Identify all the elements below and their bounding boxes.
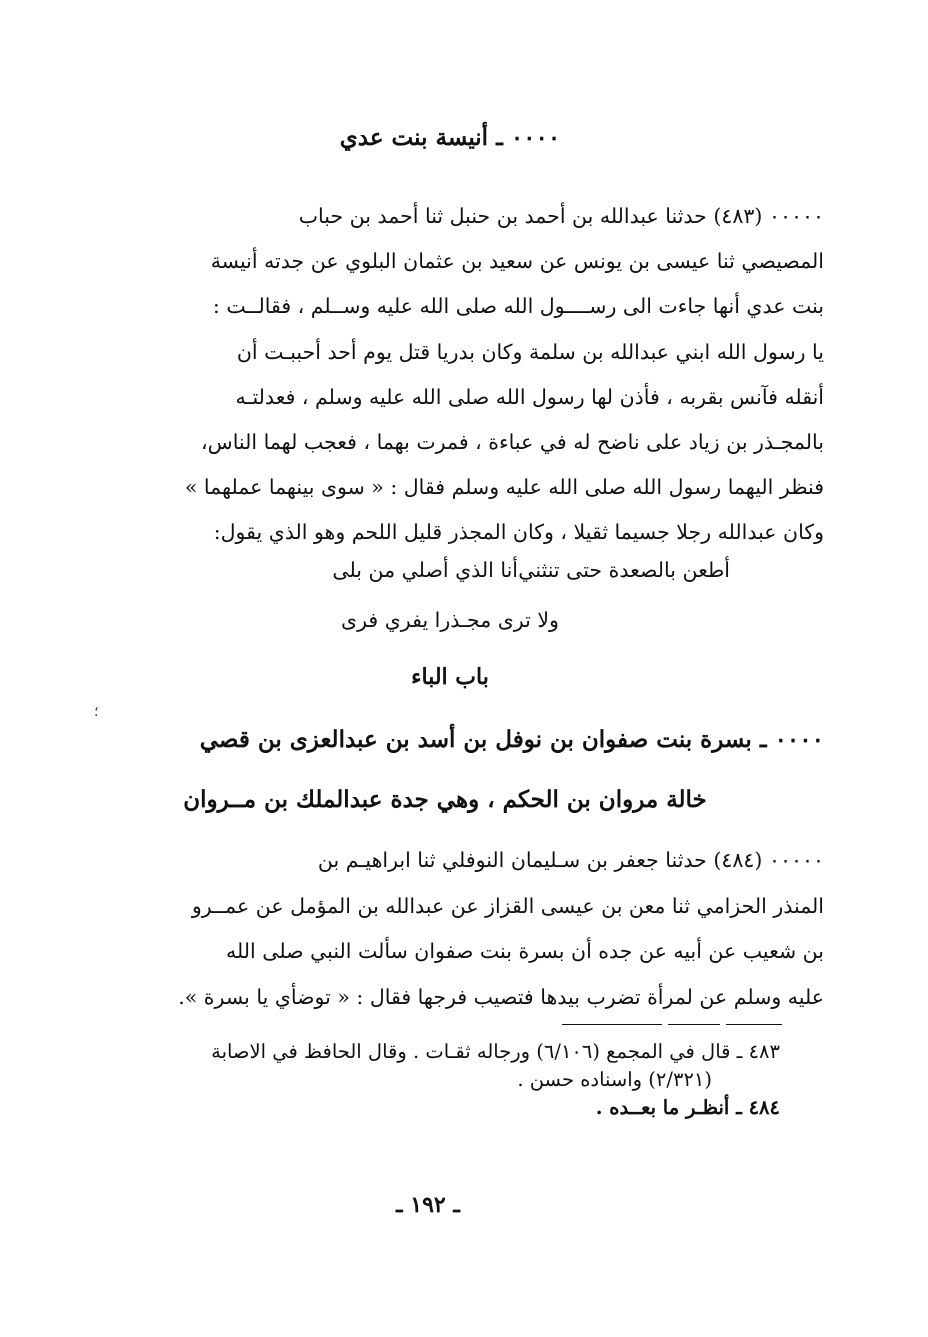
margin-mark: ؛ bbox=[94, 704, 99, 720]
footnote-483: ٤٨٣ ـ قال في المجمع (٦/١٠٦) ورجاله ثقـات . وقال الحافظ في الاصابة bbox=[211, 1040, 780, 1063]
paragraph-line: ٠٠٠٠٠ (٤٨٤) حدثنا جعفر بن سـليمان النوفلي ثنا ابراهيـم بن bbox=[317, 848, 824, 872]
paragraph-line: وكان عبدالله رجلا جسيما ثقيلا ، وكان المجذر قليل اللحم وهو الذي يقول: bbox=[213, 520, 824, 545]
hadith-484-paragraph bbox=[134, 838, 824, 1020]
hadith-483-paragraph bbox=[124, 194, 824, 556]
paragraph-line: المصيصي ثنا عيسى بن يونس عن سعيد بن عثمان البلوي عن جدته أنيسة bbox=[210, 249, 824, 274]
paragraph-line: بن شعيب عن أبيه عن جده أن بسرة بنت صفوان سألت النبي صلى الله bbox=[226, 939, 824, 963]
paragraph-line: ٠٠٠٠٠ (٤٨٣) حدثنا عبدالله بن أحمد بن حنبل ثنا أحمد بن حباب bbox=[298, 204, 824, 228]
entry-heading-busra-line-1: ٠٠٠٠ ـ بسرة بنت صفوان بن نوفل بن أسد بن عبدالعزى بن قصي bbox=[199, 726, 824, 753]
separator-segment bbox=[668, 1024, 720, 1025]
verse-line-2: ولا ترى مجـذرا يفري فرى bbox=[341, 608, 559, 632]
paragraph-line: عليه وسلم عن لمرأة تضرب بيدها فتصيب فرجها فقال : « توضأي يا بسرة ». bbox=[178, 984, 824, 1009]
footnote-separator bbox=[562, 1024, 782, 1028]
separator-segment bbox=[562, 1024, 662, 1025]
footnote-484: ٤٨٤ ـ أنظـر ما بعــده . bbox=[595, 1096, 780, 1119]
footnote-483-continuation: (٢/٣٢١) واسناده حسن . bbox=[517, 1068, 712, 1091]
entry-heading-anisa: ٠٠٠٠ ـ أنيسة بنت عدي bbox=[339, 124, 561, 151]
paragraph-line: بالمجـذر بن زياد على ناضح له في عباءة ، فمرت بهما ، فعجب لهما الناس، bbox=[201, 429, 824, 454]
entry-heading-busra-line-2: خالة مروان بن الحكم ، وهي جدة عبدالملك بن مــروان bbox=[183, 786, 707, 813]
separator-segment bbox=[726, 1024, 782, 1025]
paragraph-line: المنذر الحزامي ثنا معن بن عيسى القزاز عن عبدالله بن المؤمل عن عمــرو bbox=[191, 893, 824, 918]
footnotes bbox=[80, 1038, 780, 1122]
paragraph-line: أنقله فآنس بقربه ، فأذن لها رسول الله صلى الله عليه وسلم ، فعدلتـه bbox=[235, 384, 824, 409]
paragraph-line: بنت عدي أنها جاءت الى رســــول الله صلى الله عليه وســلم ، فقالــت : bbox=[212, 294, 824, 319]
chapter-heading-bab-al-ba: باب الباء bbox=[411, 664, 489, 690]
verse-hemistich-1: أنا الذي أصلي من بلى bbox=[332, 558, 518, 582]
paragraph-line: فنظر اليهما رسول الله صلى الله عليه وسلم فقال : « سوى بينهما عملهما » bbox=[184, 475, 824, 500]
verse-hemistich-2: أطعن بالصعدة حتى تنثني bbox=[518, 558, 730, 582]
paragraph-line: يا رسول الله ابني عبدالله بن سلمة وكان بدريا قتل يوم أحد أحببـت أن bbox=[236, 339, 824, 364]
page-number: ـ ١٩٢ ـ bbox=[396, 1192, 460, 1218]
